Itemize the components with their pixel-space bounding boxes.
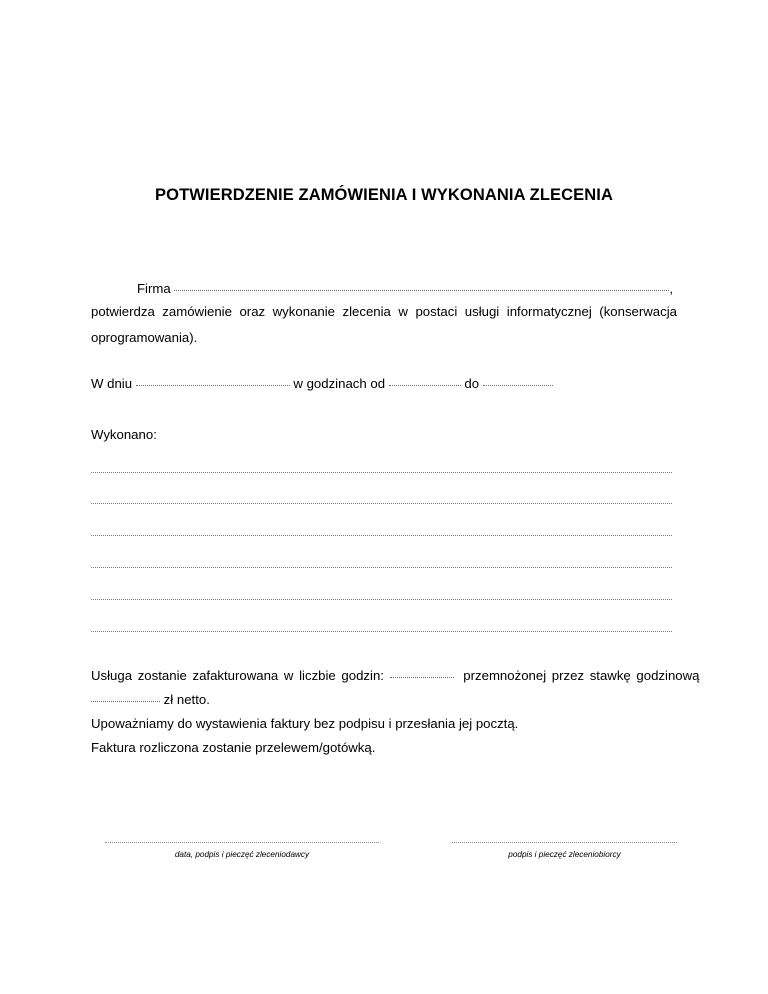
done-blank-line-2[interactable]	[91, 503, 672, 504]
invoice-rate-blank[interactable]	[91, 701, 160, 702]
firma-comma: ,	[669, 281, 674, 296]
invoice-net-suffix: zł netto.	[163, 692, 210, 707]
hours-to-blank[interactable]	[483, 385, 553, 386]
confirm-text-line1: potwierdza zamówienie oraz wykonanie zlecenia w postaci usługi informatycznej (konserwacja	[91, 304, 677, 319]
signature-right-line[interactable]	[452, 842, 677, 843]
done-label: Wykonano:	[91, 427, 157, 442]
signature-left-caption: data, podpis i pieczęć zleceniodawcy	[174, 850, 310, 859]
done-blank-line-6[interactable]	[91, 631, 672, 632]
hours-from-label: w godzinach od	[293, 376, 386, 391]
authorize-text: Upoważniamy do wystawienia faktury bez podpisu i przesłania jej pocztą.	[91, 716, 519, 731]
document-title: POTWIERDZENIE ZAMÓWIENIA I WYKONANIA ZLECENIA	[155, 186, 613, 204]
invoice-rate-label: przemnożonej przez stawkę godzinową	[463, 668, 700, 683]
signature-left-line[interactable]	[105, 842, 379, 843]
done-blank-line-4[interactable]	[91, 567, 672, 568]
confirm-text-line2: oprogramowania).	[91, 330, 198, 345]
date-hours-line	[91, 376, 553, 391]
payment-text: Faktura rozliczona zostanie przelewem/gotówką.	[91, 740, 376, 755]
done-blank-line-5[interactable]	[91, 599, 672, 600]
firma-line	[137, 281, 673, 296]
signature-right-caption: podpis i pieczęć zleceniobiorcy	[508, 850, 621, 859]
invoice-hours-blank[interactable]	[390, 677, 454, 678]
hours-to-label: do	[464, 376, 480, 391]
firma-blank[interactable]	[174, 290, 669, 291]
done-blank-line-1[interactable]	[91, 472, 672, 473]
invoice-line-1	[91, 668, 699, 683]
invoice-line-2	[91, 692, 210, 707]
date-label: W dniu	[91, 376, 133, 391]
hours-from-blank[interactable]	[389, 385, 461, 386]
invoice-hours-label: Usługa zostanie zafakturowana w liczbie godzin:	[91, 668, 384, 683]
done-blank-line-3[interactable]	[91, 535, 672, 536]
date-blank[interactable]	[136, 385, 290, 386]
firma-label: Firma	[137, 281, 171, 296]
